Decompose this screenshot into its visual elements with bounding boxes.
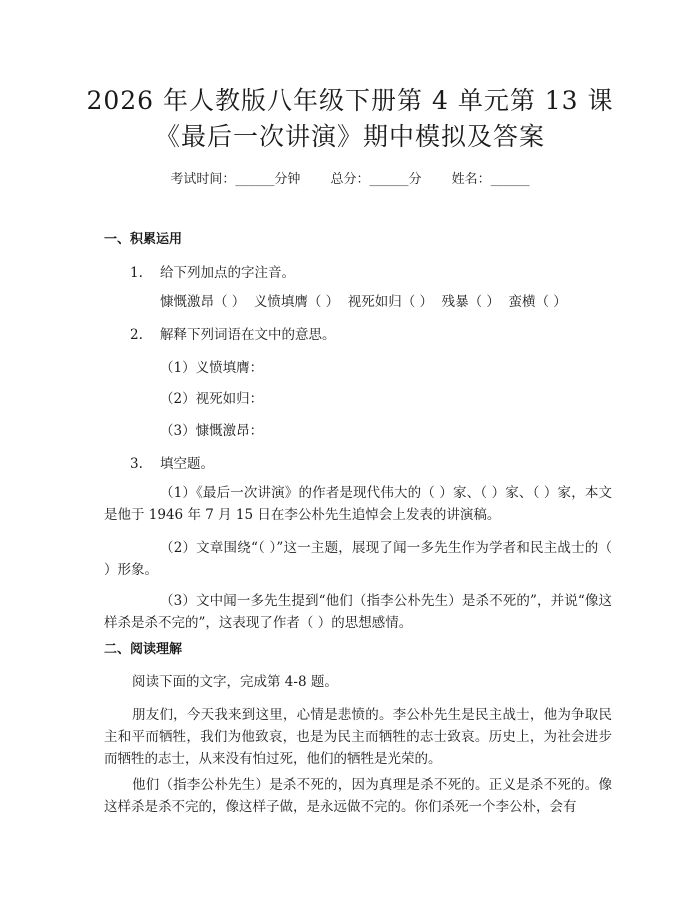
student-name: 姓名：______ — [451, 172, 530, 187]
exam-time: 考试时间：______分钟 — [170, 172, 301, 187]
sub-question: （1）义愤填膺： — [160, 360, 264, 376]
exam-info — [0, 168, 700, 187]
sub-question: （2）视死如归： — [160, 391, 264, 407]
fill-blank-2: （2）文章围绕“（ ）”这一主题，展现了闻一多先生作为学者和民主战士的（ ）形象。 — [104, 540, 612, 578]
passage-paragraph-1: 朋友们，今天我来到这里，心情是悲愤的。李公朴先生是民主战士，他为争取民主和平而牺牲，我们为他致哀，也是为民主而牺牲的志士致哀。历史上，为社会进步而牺牲的志士，从来没有怕过死，他们的牺牲是光荣的。 — [104, 707, 612, 767]
reading-intro: 阅读下面的文字，完成第 4-8 题。 — [132, 674, 338, 690]
question-2 — [130, 325, 336, 345]
section-heading-2: 二、阅读理解 — [104, 642, 183, 657]
title-line-1: 2026 年人教版八年级下册第 4 单元第 13 课 — [86, 86, 614, 115]
question-number: 3. — [130, 456, 143, 472]
question-text: 解释下列词语在文中的意思。 — [160, 327, 336, 343]
total-score: 总分：______分 — [330, 172, 422, 187]
fill-blank-1: （1）《最后一次讲演》的作者是现代伟大的（ ）家、（ ）家、（ ）家，本文是他于 1946 年 7 月 15 日在李公朴先生追悼会上发表的讲演稿。 — [104, 485, 612, 523]
question-number: 2. — [130, 327, 143, 343]
question-1 — [130, 263, 295, 283]
sub-question: （3）慷慨激昂： — [160, 423, 264, 439]
fill-blank-3: （3）文中闻一多先生提到“他们（指李公朴先生）是杀不死的”，并说“像这样杀是杀不完的”，这表现了作者（ ）的思想感情。 — [104, 593, 612, 631]
question-text: 给下列加点的字注音。 — [160, 265, 295, 281]
question-3 — [130, 454, 214, 474]
section-heading-1: 一、积累运用 — [104, 232, 183, 247]
question-text: 填空题。 — [160, 456, 214, 472]
passage-paragraph-2: 他们（指李公朴先生）是杀不死的，因为真理是杀不死的。正义是杀不死的。像这样杀是杀不完的，像这样子做，是永远做不完的。你们杀死一个李公朴，会有 — [104, 777, 612, 815]
question-number: 1. — [130, 265, 143, 281]
title-line-2: 《最后一次讲演》期中模拟及答案 — [154, 122, 545, 151]
pinyin-items: 慷慨激昂（ ） 义愤填膺（ ） 视死如归（ ） 残暴（ ） 蛮横（ ） — [160, 294, 567, 310]
